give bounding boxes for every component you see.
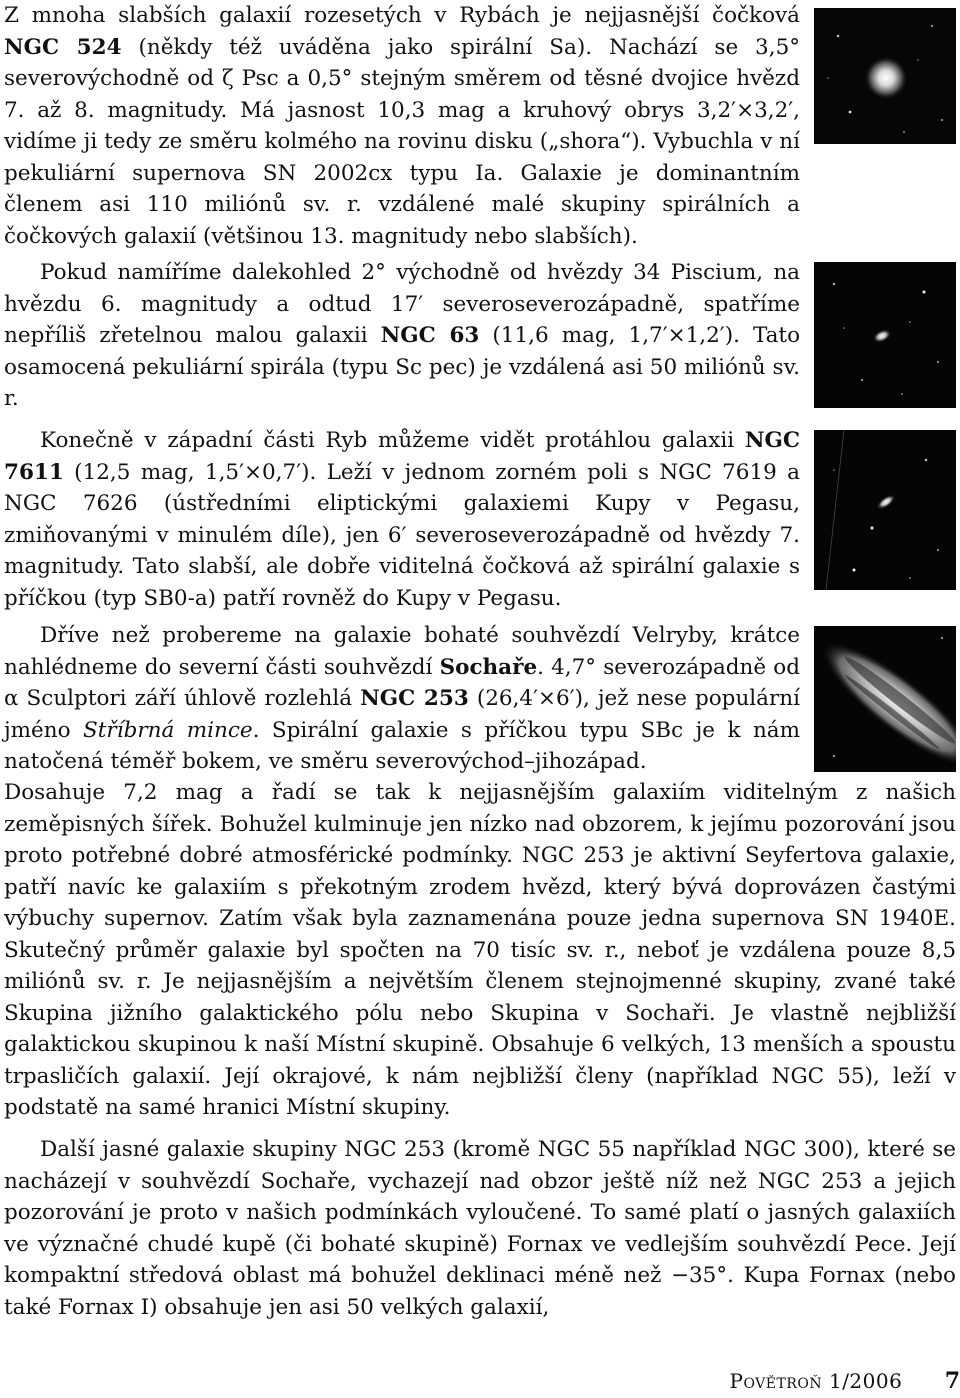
page-number: 7 (944, 1368, 960, 1394)
paragraph-ngc253-details: Dosahuje 7,2 mag a řadí se tak k nejjasnějším galaxiím viditelným z našich zeměpisných šířek. Bohužel kulminuje jen nízko nad obzorem, k jejímu pozorování jsou proto potřebné dobré atmosférické podmínky. NGC 253 je aktivní Seyfertova galaxie, patří navíc ke galaxiím s překotným zrodem hvězd, který bývá doprovázen častými výbuchy supernov. Zatím však byla zaznamenána pouze jedna supernova SN 1940E. Skutečný průměr galaxie byl spočten na 70 tisíc sv. r., neboť je vzdálena pouze 8,5 miliónů sv. r. Je nejjasnějším a největším členem stejnojmenné skupiny, zvané také Skupina jižního galaktického pólu nebo Skupina v Sochaři. Je vlastně nejbližší galaktickou skupinou k naší Místní skupině. Obsahuje 6 velkých, 13 menších a spoustu trpasličích galaxií. Její okrajové, k nám nejbližší členy (například NGC 55), leží v podstatě na samé hranici Místní skupiny. (4, 780, 956, 1120)
page-footer (700, 1366, 960, 1398)
paragraph-ngc253-intro: Dříve než probereme na galaxie bohaté souhvězdí Velryby, krátce nahlédneme do severní části souhvězdí Sochaře. 4,7° severozápadně od α Sculptori září úhlově rozlehlá NGC 253 (26,4′×6′), jež nese populární jméno Stříbrná mince. Spirální galaxie s příčkou typu SBc je k nám natočená téměř bokem, ve směru severovýchod–jihozápad. (4, 623, 801, 774)
paragraph-ngc7611: Konečně v západní části Ryb můžeme vidět protáhlou galaxii NGC 7611 (12,5 mag, 1,5′×0,7′). Leží v jednom zorném poli s NGC 7619 a NGC 7626 (ústředními eliptickými galaxiemi Kupy v Pegasu, zmiňovanými v minulém díle), jen 6′ severoseverozápadně od hvězdy 7. magnitudy. Tato slabší, ale dobře viditelná čočková až spirální galaxie s příčkou (typ SB0-a) patří rovněž do Kupy v Pegasu. (4, 428, 800, 611)
ngc253-image (814, 626, 956, 772)
ngc63-photo (814, 262, 956, 408)
ngc7611-photo (814, 430, 956, 590)
ngc7611-image (814, 430, 956, 590)
journal-name: Povětroň 1/2006 (729, 1369, 903, 1393)
ngc253-photo (814, 626, 956, 772)
paragraph-ngc524: Z mnoha slabších galaxií rozesetých v Rybách je nejjasnější čočková NGC 524 (někdy též uváděna jako spirální Sa). Nachází se 3,5° severovýchodně od ζ Psc a 0,5° stejným směrem od těsné dvojice hvězd 7. až 8. magnitudy. Má jasnost 10,3 mag a kruhový obrys 3,2′×3,2′, vidíme ji tedy ze směru kolmého na rovinu disku („shora“). Vybuchla v ní pekuliární supernova SN 2002cx typu Ia. Galaxie je dominantním členem asi 110 miliónů sv. r. vzdálené malé skupiny spirálních a čočkových galaxií (většinou 13. magnitudy nebo slabších). (4, 3, 801, 249)
paragraph-sculptor-group: Další jasné galaxie skupiny NGC 253 (kromě NGC 55 například NGC 300), které se nacházejí v souhvězdí Sochaře, vychazejí nad obzor ještě níž než NGC 253 a jejich pozorování je proto v našich podmínkách vyloučené. To samé platí o jasných galaxiích ve význačné chudé kupě (či bohaté skupině) Fornax ve vedlejším souhvězdí Pece. Její kompaktní středová oblast má bohužel deklinaci méně než −35°. Kupa Fornax (nebo také Fornax I) obsahuje jen asi 50 velkých galaxií, (4, 1137, 956, 1320)
paragraph-ngc63: Pokud namíříme dalekohled 2° východně od hvězdy 34 Piscium, na hvězdu 6. magnitudy a odtud 17′ severoseverozápadně, spatříme nepříliš zřetelnou malou galaxii NGC 63 (11,6 mag, 1,7′×1,2′). Tato osamocená pekuliární spirála (typu Sc pec) je vzdálená asi 50 miliónů sv. r. (4, 260, 801, 411)
ngc524-image (814, 8, 956, 144)
ngc524-photo (814, 8, 956, 144)
ngc63-image (814, 262, 956, 408)
